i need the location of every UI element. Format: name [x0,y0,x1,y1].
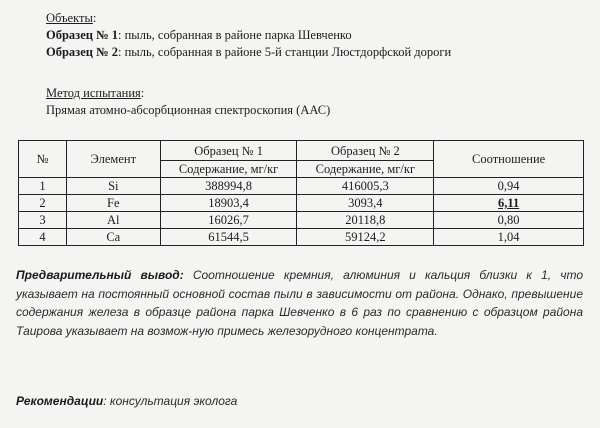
row-element: Ca [66,229,160,246]
row-sample1: 16026,7 [160,212,297,229]
row-sample2: 20118,8 [297,212,434,229]
header-content-1: Содержание, мг/кг [160,161,297,178]
ratio-highlight-value: 6,11 [498,196,520,210]
row-ratio: 1,04 [434,229,584,246]
row-num: 1 [19,178,67,195]
row-num: 3 [19,212,67,229]
table-header-row [19,141,584,161]
objects-section: Объекты: Образец № 1: пыль, собранная в районе парка Шевченко Образец № 2: пыль, собранная в районе 5-й станции Люстдорфской дороги [46,11,452,59]
method-section: Метод испытания: Прямая атомно-абсорбционная спектроскопия (ААС) [46,86,331,117]
conclusion-paragraph [16,266,583,340]
conclusion-label: Предварительный вывод: [16,268,184,282]
header-element: Элемент [66,141,160,178]
row-ratio-highlight [434,195,584,212]
sample1-text: : пыль, собранная в районе парка Шевченко [118,28,352,42]
row-element: Fe [66,195,160,212]
conclusion-text: Соотношение кремния, алюминия и кальция близки к 1, что указывает на постоянный основной состав пыли в зависимости от района. Однако, превышение содержания железа в образце района парка Шевченко в 6 раз по сравнению с образцом района Таирова указывает на возмож-ную примесь железорудного концентрата. [16,268,583,338]
table-row [19,212,584,229]
table-row [19,178,584,195]
header-num: № [19,141,67,178]
header-content-2: Содержание, мг/кг [297,161,434,178]
header-sample1: Образец № 1 [160,141,297,161]
recommendations-paragraph [16,392,583,411]
row-sample1: 61544,5 [160,229,297,246]
table-row [19,229,584,246]
row-num: 4 [19,229,67,246]
row-sample1: 388994,8 [160,178,297,195]
row-num: 2 [19,195,67,212]
row-sample2: 59124,2 [297,229,434,246]
row-ratio: 0,80 [434,212,584,229]
row-sample1: 18903,4 [160,195,297,212]
sample1-line [46,27,451,44]
row-sample2: 3093,4 [297,195,434,212]
sample2-line [46,44,451,61]
recommendations-text: : консультация эколога [103,394,238,408]
sample2-label: Образец № 2 [46,45,119,59]
sample2-text: : пыль, собранная в районе 5-й станции Люстдорфской дороги [118,45,452,59]
sample1-label: Образец № 1 [46,28,119,42]
row-element: Si [66,178,160,195]
row-ratio: 0,94 [434,178,584,195]
header-sample2: Образец № 2 [297,141,434,161]
recommendations-label: Рекомендации [16,394,104,408]
row-sample2: 416005,3 [297,178,434,195]
objects-heading: Объекты [46,11,93,25]
header-ratio: Соотношение [434,141,584,178]
table-row [19,195,584,212]
method-heading: Метод испытания [46,86,141,100]
results-table [18,140,584,246]
method-text: Прямая атомно-абсорбционная спектроскопия (ААС) [46,103,331,117]
row-element: Al [66,212,160,229]
